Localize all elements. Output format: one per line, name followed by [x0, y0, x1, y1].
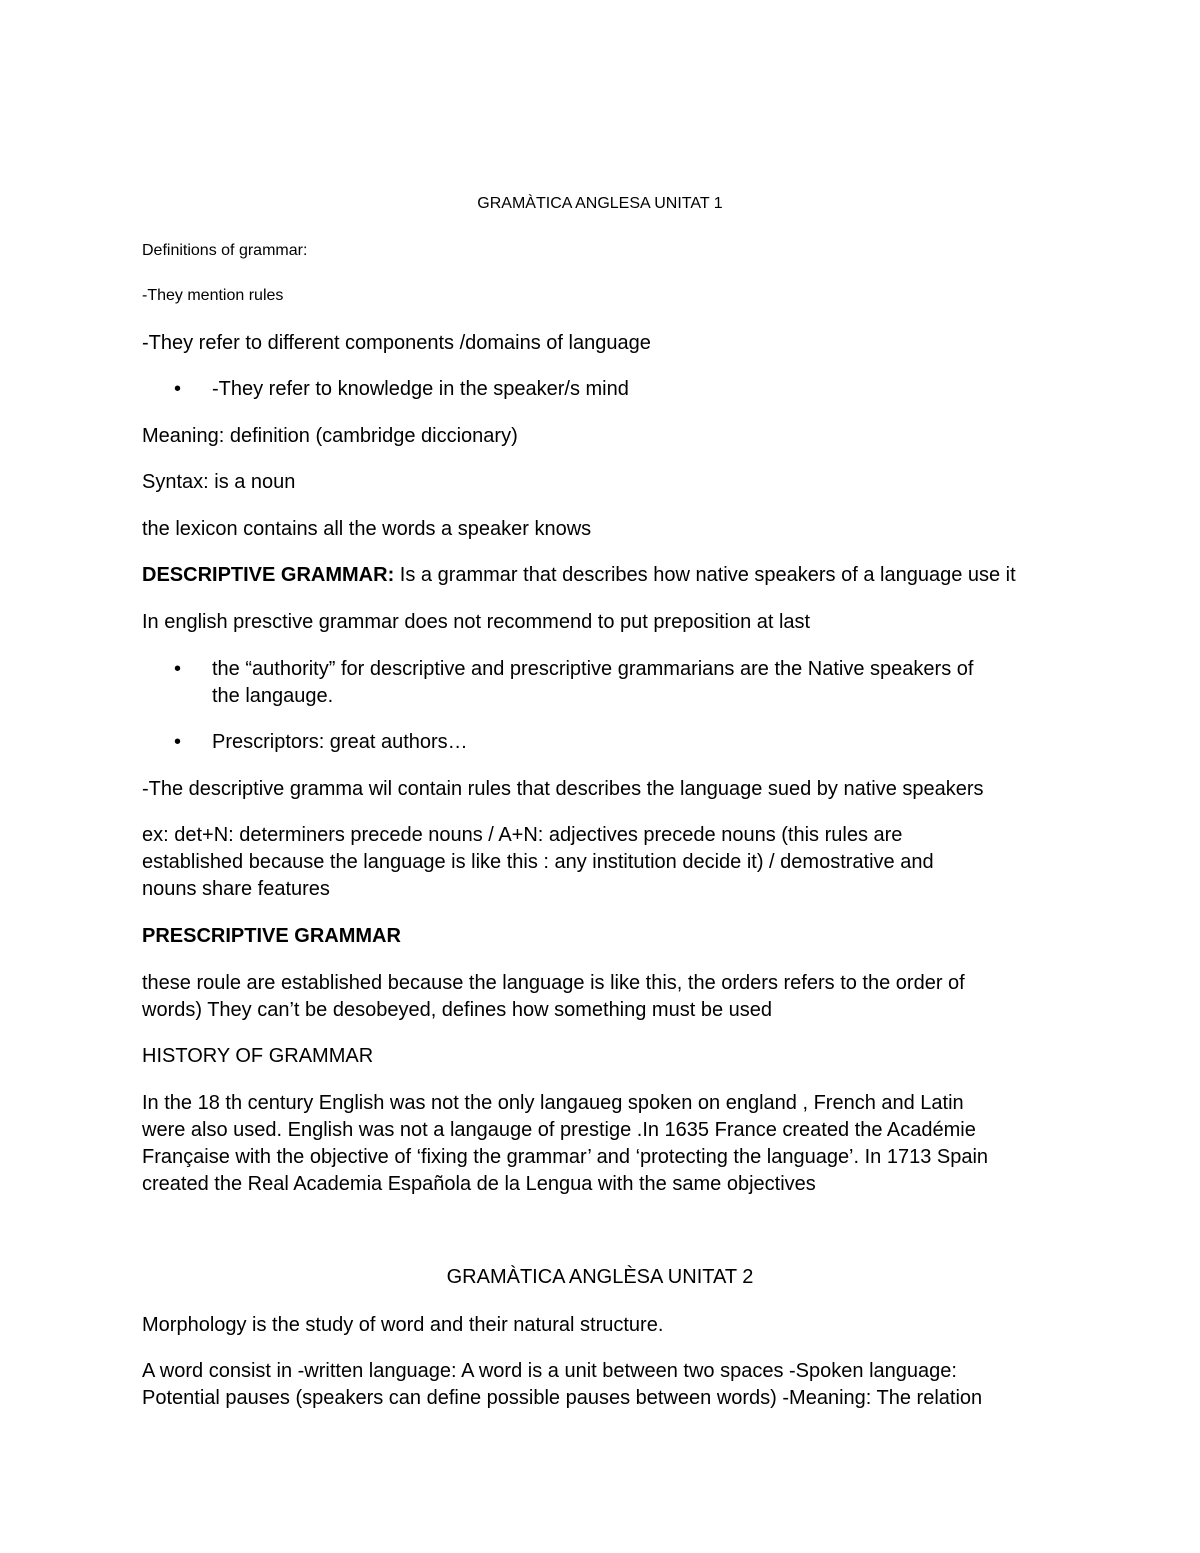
bullet-prescriptors: Prescriptors: great authors… [212, 731, 468, 753]
bullet-icon: • [174, 731, 182, 753]
bullet-icon: • [174, 658, 182, 680]
history-line-1: In the 18 th century English was not the only langaueg spoken on england , French and Latin [142, 1092, 964, 1114]
descriptive-grammar-text: Is a grammar that describes how native speakers of a language use it [394, 564, 1016, 586]
lexicon-line: the lexicon contains all the words a speaker knows [142, 518, 592, 540]
example-line-2: established because the language is like this : any institution decide it) / demostrative and [142, 851, 934, 873]
prescriptive-grammar-heading: PRESCRIPTIVE GRAMMAR [142, 925, 401, 947]
descriptive-grammar-label: DESCRIPTIVE GRAMMAR: [142, 564, 395, 586]
word-definition-line-1: A word consist in -written language: A word is a unit between two spaces -Spoken language: [142, 1360, 957, 1382]
example-line-1: ex: det+N: determiners precede nouns / A+N: adjectives precede nouns (this rules are [142, 824, 903, 846]
prescriptive-line-1: these roule are established because the language is like this, the orders refers to the order of [142, 972, 965, 994]
unit1-title: GRAMÀTICA ANGLESA UNITAT 1 [477, 195, 723, 212]
prescriptive-line-2: words) They can’t be desobeyed, defines how something must be used [142, 999, 772, 1021]
word-definition-line-2: Potential pauses (speakers can define possible pauses between words) -Meaning: The relation [142, 1387, 983, 1409]
definitions-heading: Definitions of grammar: [142, 242, 308, 259]
bullet-authority-line-2: the langauge. [212, 685, 334, 707]
history-line-4: created the Real Academia Española de la Lengua with the same objectives [142, 1173, 816, 1195]
item-rules: -They mention rules [142, 287, 284, 304]
meaning-line: Meaning: definition (cambridge diccionary) [142, 425, 518, 447]
history-line-2: were also used. English was not a langauge of prestige .In 1635 France created the Académie [142, 1119, 976, 1141]
bullet-knowledge: -They refer to knowledge in the speaker/s mind [212, 378, 629, 400]
descriptive-grammar-paragraph [142, 562, 1016, 589]
example-line-3: nouns share features [142, 878, 330, 900]
bullet-icon: • [174, 378, 182, 400]
history-of-grammar-heading: HISTORY OF GRAMMAR [142, 1045, 374, 1067]
syntax-line: Syntax: is a noun [142, 471, 296, 493]
english-prescriptive-line: In english presctive grammar does not recommend to put preposition at last [142, 611, 811, 633]
descriptive-gramma-line: -The descriptive gramma wil contain rules that describes the language sued by native speakers [142, 778, 984, 800]
bullet-authority-line-1: the “authority” for descriptive and prescriptive grammarians are the Native speakers of [212, 658, 974, 680]
item-components: -They refer to different components /domains of language [142, 332, 651, 354]
unit2-title: GRAMÀTICA ANGLÈSA UNITAT 2 [446, 1266, 754, 1288]
history-line-3: Française with the objective of ‘fixing the grammar’ and ‘protecting the language’. In 1713 Spain [142, 1146, 989, 1168]
morphology-line: Morphology is the study of word and their natural structure. [142, 1314, 664, 1336]
